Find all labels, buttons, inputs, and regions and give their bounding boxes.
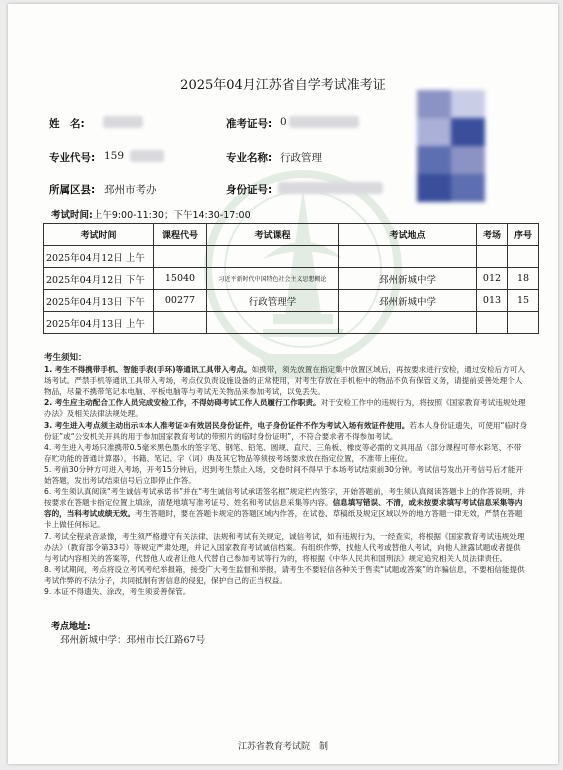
table-row — [44, 268, 539, 290]
district-value: 邳州市考办 — [104, 184, 157, 196]
cell-seat — [508, 312, 539, 334]
exam-schedule-table — [43, 223, 539, 334]
name-label: 姓 名: — [49, 118, 85, 130]
note-item: 2. 考生应主动配合工作人员完成安检工作，不得妨碍考试工作人员履行工作职责。对于安检工作中的违规行为，将按照《国家教育考试违规处理办法》及相关法律法规处理。 — [44, 398, 526, 419]
header-seat: 序号 — [508, 224, 539, 246]
major-code-value: 159 — [104, 150, 125, 162]
note-item: 8. 考试期间，考点将设立考风考纪举报箱，接受广大考生监督和举报，请考生不要轻信各种关于售卖“试题或答案”的诈骗信息，不要相信能提供考试作弊的不法分子，共同抵制有害信息的侵犯，保护自己的正当权益。 — [44, 564, 525, 585]
exam-time-label: 考试时间: — [51, 210, 93, 221]
address-label: 考点地址: — [51, 622, 91, 632]
note-item: 5. 考前30分钟方可进入考场，开考15分钟后，迟到考生禁止入场，交卷时间不得早于本场考试结束前30分钟。考试信号发出开考信号后才能开始答题，发出考试结束信号后立即停止作答。 — [44, 464, 524, 486]
cell-place: 邳州新城中学 — [339, 268, 477, 290]
major-code-label: 专业代号: — [49, 152, 96, 164]
note-item: 7. 考试全程录音录像，考生须严格遵守有关法律、法规和考试有关规定，诚信考试，如有违规行为，一经查实，将根据《国家教育考试违规处理办法》（教育部令第33号）等规定严肃处理，并记入国家教育考试诚信档案。有组织作弊，找他人代考或替他人考试，向他人泄露试题或者提供与考试内容相关的答案等，代替他人或者让他人代替自己参加考试等行为的，将根据《中华人民共和国刑法》规定追究相关人员法律责任。 — [44, 531, 525, 563]
major-name-label: 专业名称: — [226, 152, 273, 164]
cell-course — [207, 246, 339, 268]
table-header-row — [44, 224, 539, 246]
exam-time-value: 上午9:00-11:30；下午14:30-17:00 — [92, 210, 251, 221]
name-redacted — [103, 116, 143, 128]
major-name-value: 行政管理 — [280, 152, 322, 164]
photo-redacted — [417, 90, 485, 202]
address-value: 邳州新城中学：邳州市长江路67号 — [60, 635, 206, 646]
id-label: 身份证号: — [226, 184, 273, 196]
header-course-code: 课程代号 — [154, 224, 207, 246]
cell-seat: 15 — [508, 290, 539, 312]
cell-course — [207, 312, 339, 334]
ticket-redacted — [289, 116, 359, 128]
page-title: 2025年04月江苏省自学考试准考证 — [180, 78, 386, 93]
header-location: 考试地点 — [339, 224, 477, 246]
id-redacted — [278, 182, 383, 194]
cell-course: 行政管理学 — [207, 290, 339, 312]
ticket-prefix: 0 — [280, 116, 287, 128]
note-item: 9. 本证不得遗失、涂改，考生须妥善保管。 — [44, 586, 191, 596]
note-item: 4. 考生进入考场只准携带0.5毫米黑色墨水的签字笔、钢笔、铅笔、圆规、直尺、三角板、橡皮等必需的文具用品（部分课程可带水彩笔、不带存贮功能的普通计算器），书籍、笔记、字（词）典及其它物品等须按考场要求放在指定位置，不准带上座位。 — [44, 442, 522, 463]
cell-code: 15040 — [154, 268, 207, 290]
cell-seat — [508, 246, 539, 268]
header-room: 考场 — [477, 224, 508, 246]
cell-time: 2025年04月12日 下午 — [44, 268, 154, 290]
cell-room — [477, 246, 508, 268]
cell-seat: 18 — [508, 268, 539, 290]
cell-code — [154, 246, 207, 268]
cell-time: 2025年04月12日 上午 — [44, 246, 154, 268]
cell-course: 习近平新时代中国特色社会主义思想概论 — [207, 268, 339, 290]
table-row — [44, 246, 539, 268]
cell-room: 012 — [477, 268, 508, 290]
ticket-label: 准考证号: — [226, 118, 273, 130]
note-item: 3. 考生进入考点须主动出示①本人准考证②有效居民身份证件，电子身份证件不作为考试入场有效证件使用。若本人身份证遗失，可使用“临时身份证”或“公安机关开具的用于参加国家教育考试的带照片的临时身份证明”，不符合要求者不得参加考试。 — [44, 420, 528, 441]
cell-place: 邳州新城中学 — [339, 290, 477, 312]
cell-place — [339, 312, 477, 334]
cell-time: 2025年04月13日 下午 — [44, 290, 154, 312]
table-row — [44, 290, 539, 312]
cell-place — [339, 246, 477, 268]
issuer-footer: 江苏省教育考试院 制 — [237, 742, 328, 752]
admission-ticket-page — [8, 4, 558, 764]
note-item: 6. 考生须认真阅读“考生诚信考试承诺书”并在“考生诚信考试承诺签名框”规定栏内签字，开始答题前，考生须认真阅读答题卡上的作答说明，并按要求在答题卡指定位置上填涂，清楚地填写准考证号、姓名和考试信息采集等内容。信息填写错误、不清，或未按要求填写考试信息采集等内容的，当科考试成绩无效。考生答题时，要在答题卡规定的答题区域内作答，在试卷、草稿纸及规定区域以外的地方答题一律无效，严禁在答题卡上做任何标记。 — [44, 487, 526, 530]
district-label: 所属区县: — [49, 184, 96, 196]
table-row — [44, 312, 539, 334]
cell-time: 2025年04月13日 上午 — [44, 312, 154, 334]
exam-notes — [44, 353, 528, 597]
cell-code — [154, 312, 207, 334]
notes-heading: 考生须知： — [44, 353, 87, 363]
cell-room: 013 — [477, 290, 508, 312]
header-course: 考试课程 — [207, 224, 339, 246]
note-item: 1. 考生不得携带手机、智能手表(手环)等通讯工具带入考点。如携带，须先放置在指定集中放置区域后，再按要求进行安检，通过安检后方可入场考试。严禁手机等通讯工具带入考场，考点仅负责设施设备的正常使用，对考生存放在手机柜中的物品不负有保管义务，请提前妥善处理个人物品，尽量不携带笔记本电脑、平板电脑等与考试无关物品来参加考试，以免丢失。 — [44, 365, 525, 397]
cell-room — [477, 312, 508, 334]
exam-time — [51, 207, 251, 221]
cell-code: 00277 — [154, 290, 207, 312]
header-exam-time: 考试时间 — [44, 224, 154, 246]
major-code-redacted — [130, 150, 164, 162]
